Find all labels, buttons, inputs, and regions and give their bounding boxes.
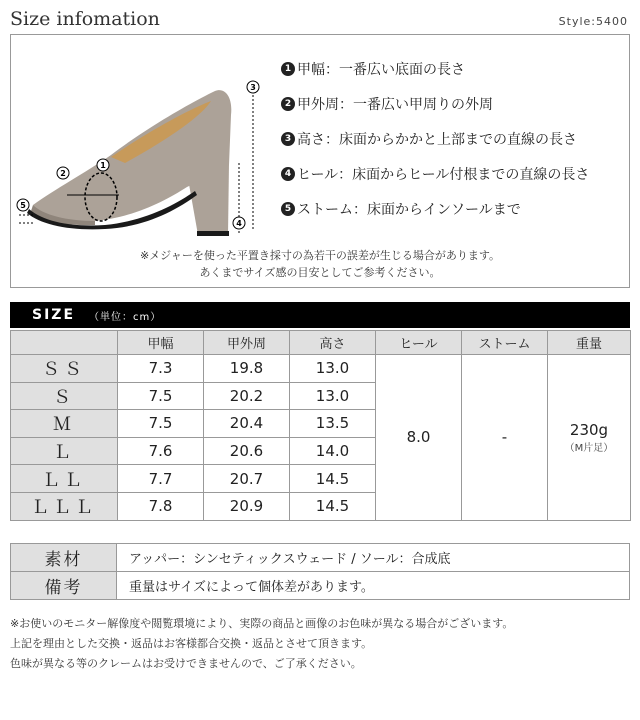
header-weight: 重量 [548, 331, 631, 355]
footer-notes [10, 614, 513, 674]
footer-line-2: 上記を理由とした交換・返品はお客様都合交換・返品とさせて頂きます。 [10, 637, 373, 650]
page-title: Size infomation [10, 8, 160, 30]
note-line-1: ※メジャーを使った平置き採寸の為若干の誤差が生じる場合があります。 [139, 249, 501, 262]
remarks-value: 重量はサイズによって個体差があります。 [117, 572, 630, 600]
footer-line-1: ※お使いのモニター解像度や閲覧環境により、実際の商品と画像のお色味が異なる場合がございます。 [10, 617, 514, 630]
cell-width: 7.6 [118, 437, 204, 465]
size-label: ＬＬ [11, 465, 118, 493]
measurement-text: ヒール：床面からヒール付根までの直線の長さ [297, 167, 590, 183]
size-table [10, 330, 631, 521]
heel-tip [197, 231, 229, 236]
number-badge: 2 [281, 97, 295, 111]
weight-note: （M片足） [564, 442, 614, 454]
measurement-text: 甲幅：一番広い底面の長さ [297, 62, 465, 78]
svg-text:4: 4 [236, 219, 242, 228]
cell-weight [548, 355, 631, 521]
svg-text:3: 3 [250, 83, 256, 92]
cell-height: 13.0 [290, 355, 376, 383]
measurement-note [11, 247, 629, 281]
measurement-item-height [281, 129, 589, 164]
header-storm: ストーム [462, 331, 548, 355]
pump-shoe-illustration [15, 55, 277, 245]
cell-width: 7.7 [118, 465, 204, 493]
material-value: アッパー：シンセティックスウェード / ソール：合成底 [117, 544, 630, 572]
cell-girth: 20.2 [204, 382, 290, 410]
material-label: 素材 [11, 544, 117, 572]
cell-heel: 8.0 [376, 355, 462, 521]
number-badge: 1 [281, 62, 295, 76]
cell-width: 7.8 [118, 492, 204, 520]
cell-girth: 20.6 [204, 437, 290, 465]
cell-height: 13.5 [290, 410, 376, 438]
cell-height: 14.0 [290, 437, 376, 465]
cell-width: 7.3 [118, 355, 204, 383]
number-badge: 4 [281, 167, 295, 181]
weight-value: 230g [569, 420, 609, 439]
cell-height: 14.5 [290, 465, 376, 493]
svg-text:5: 5 [20, 201, 26, 210]
size-info-panel [10, 34, 630, 288]
cell-girth: 20.7 [204, 465, 290, 493]
size-label: Ｍ [11, 410, 118, 438]
remarks-label: 備考 [11, 572, 117, 600]
size-label: ＬＬＬ [11, 492, 118, 520]
measurement-list [281, 59, 589, 234]
footer-line-3: 色味が異なる等のクレームはお受けできませんので、ご了承ください。 [10, 657, 362, 670]
cell-height: 13.0 [290, 382, 376, 410]
cell-storm: - [462, 355, 548, 521]
number-badge: 5 [281, 202, 295, 216]
cell-girth: 20.9 [204, 492, 290, 520]
size-unit: （単位：cm） [89, 311, 162, 323]
cell-height: 14.5 [290, 492, 376, 520]
header-corner [11, 331, 118, 355]
cell-width: 7.5 [118, 382, 204, 410]
measurement-text: ストーム：床面からインソールまで [297, 202, 521, 218]
measurement-text: 甲外周：一番広い甲周りの外周 [297, 97, 493, 113]
number-badge: 3 [281, 132, 295, 146]
cell-girth: 20.4 [204, 410, 290, 438]
header-height: 高さ [290, 331, 376, 355]
measurement-item-width [281, 59, 589, 94]
style-number: Style:5400 [558, 15, 628, 28]
material-table [10, 543, 630, 600]
cell-width: 7.5 [118, 410, 204, 438]
size-header-bar [10, 302, 630, 328]
note-line-2: あくまでサイズ感の目安としてご参考ください。 [199, 266, 441, 279]
measurement-item-girth [281, 94, 589, 129]
measurement-text: 高さ：床面からかかと上部までの直線の長さ [297, 132, 577, 148]
header-width: 甲幅 [118, 331, 204, 355]
header-girth: 甲外周 [204, 331, 290, 355]
table-row [11, 355, 631, 383]
measurement-item-storm [281, 199, 589, 234]
size-label: ＳＳ [11, 355, 118, 383]
cell-girth: 19.8 [204, 355, 290, 383]
svg-text:2: 2 [60, 169, 66, 178]
size-title: SIZE [32, 307, 76, 323]
size-label: Ｌ [11, 437, 118, 465]
size-label: Ｓ [11, 382, 118, 410]
size-table-header [11, 331, 631, 355]
header-heel: ヒール [376, 331, 462, 355]
svg-text:1: 1 [100, 161, 106, 170]
remarks-row [11, 572, 630, 600]
measurement-item-heel [281, 164, 589, 199]
material-row [11, 544, 630, 572]
